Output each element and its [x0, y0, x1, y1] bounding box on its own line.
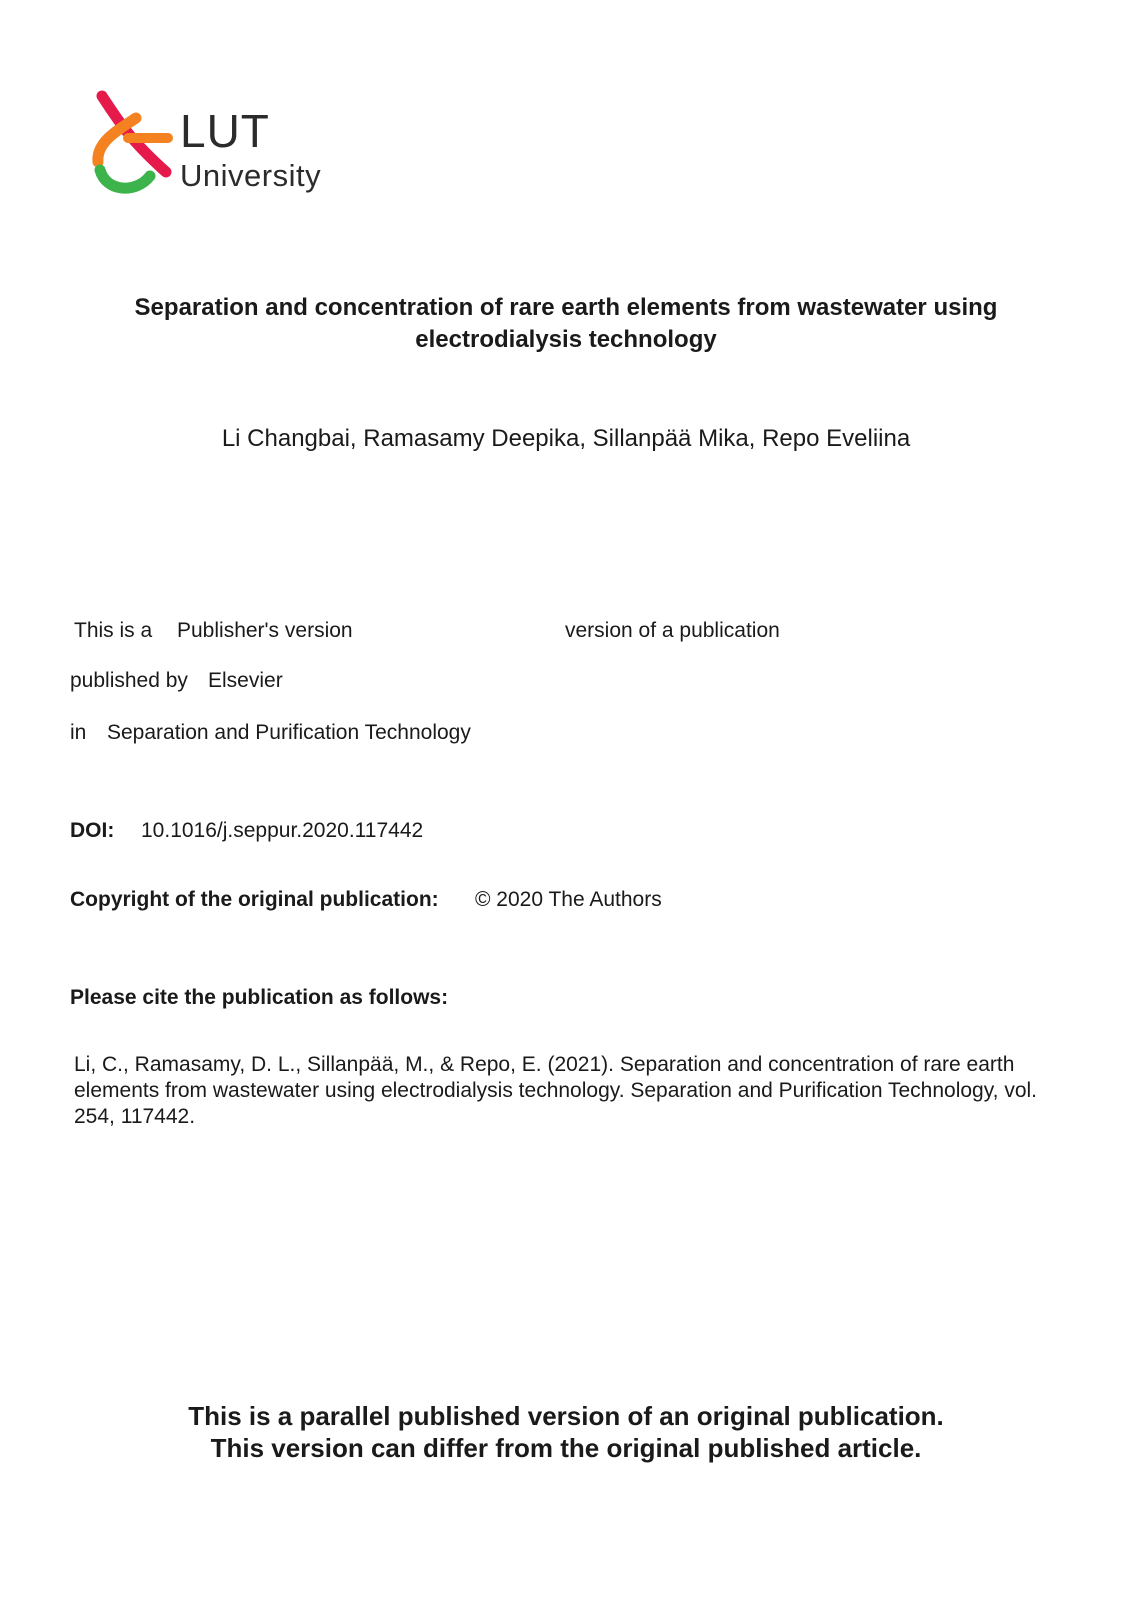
doi-label: DOI: — [70, 819, 115, 842]
version-value: Publisher's version — [177, 619, 353, 642]
ampersand-logo-icon — [88, 90, 178, 200]
logo-subtitle: University — [180, 158, 322, 193]
doi-value: 10.1016/j.seppur.2020.117442 — [141, 819, 424, 842]
document-title — [60, 292, 1072, 356]
lut-university-logo — [88, 90, 348, 200]
cite-heading: Please cite the publication as follows: — [70, 986, 449, 1009]
journal-prefix: in — [70, 721, 87, 744]
authors: Li Changbai, Ramasamy Deepika, Sillanpää Mika, Repo Eveliina — [221, 425, 911, 452]
copyright-value: © 2020 The Authors — [475, 888, 662, 911]
version-prefix: This is a — [74, 619, 153, 642]
journal-value: Separation and Purification Technology — [107, 721, 471, 744]
copyright-label: Copyright of the original publication: — [70, 888, 439, 911]
title-line-1: Separation and concentration of rare earth elements from wastewater using — [134, 294, 998, 321]
citation-text: Li, C., Ramasamy, D. L., Sillanpää, M., & Repo, E. (2021). Separation and concentration of rare earth elements from wastewater using electrodialysis technology. Separation and Purification Technology, vol. 254, 117442. — [74, 1053, 1038, 1128]
footer-line-1: This is a parallel published version of an original publication. — [188, 1401, 944, 1431]
title-line-2: electrodialysis technology — [415, 326, 717, 353]
logo-wordmark: LUT — [180, 105, 270, 157]
parallel-publication-notice — [60, 1400, 1072, 1464]
publisher-prefix: published by — [70, 669, 188, 692]
footer-line-2: This version can differ from the original published article. — [210, 1433, 922, 1463]
publisher-value: Elsevier — [208, 669, 283, 692]
version-suffix: version of a publication — [565, 619, 780, 642]
